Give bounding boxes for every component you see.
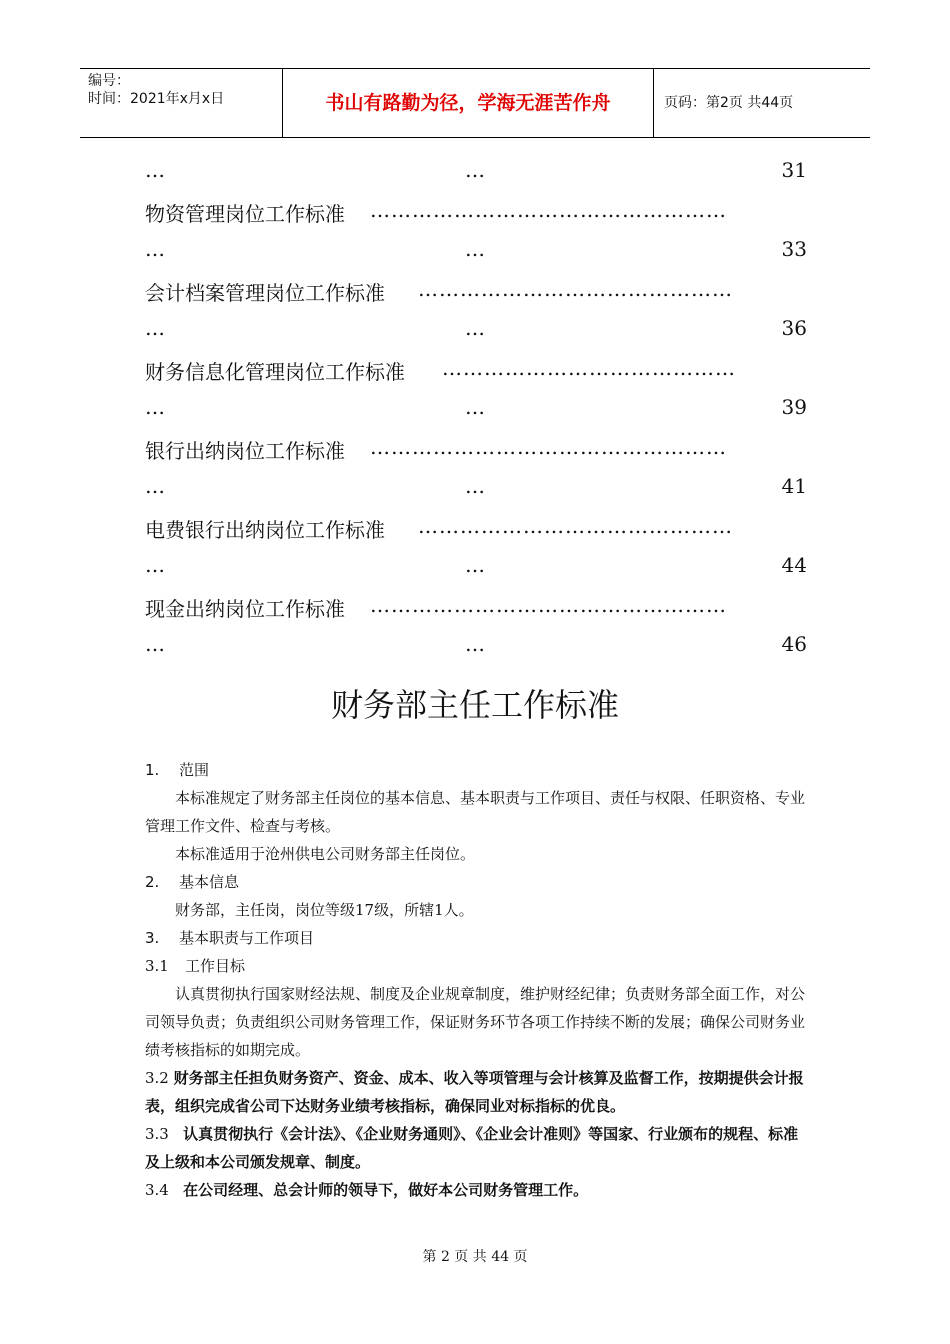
toc-dots: … <box>145 395 165 419</box>
toc-entry[interactable] <box>145 356 807 386</box>
toc-continuation-row <box>145 395 807 425</box>
section-number: 3. <box>145 929 160 947</box>
toc-dots: … <box>465 474 485 498</box>
paragraph: 认真贯彻执行国家财经法规、制度及企业规章制度，维护财经纪律；负责财务部全面工作，对公司领导负责；负责组织公司财务管理工作，保证财务环节各项工作持续不断的发展；确保公司财务业绩考核指标的如期完成。 <box>145 985 806 1059</box>
toc-continuation-row <box>145 237 807 267</box>
header-page-info: 页码：第2页 共44页 <box>664 95 794 111</box>
toc-entry[interactable] <box>145 198 807 228</box>
toc-dots: … <box>145 158 165 182</box>
header-meta <box>80 69 282 137</box>
toc-entry-title: 电费银行出纳岗位工作标准 <box>145 518 385 542</box>
section-number: 1. <box>145 761 160 779</box>
subsection-title: 工作目标 <box>185 957 246 975</box>
toc-continuation-row <box>145 632 807 662</box>
toc-continuation-row <box>145 316 807 346</box>
toc-leader: …………………………………… <box>442 356 736 380</box>
page-footer: 第 2 页 共 44 页 <box>422 1249 528 1265</box>
section-number: 2. <box>145 873 160 891</box>
document-body <box>145 756 807 1204</box>
subsection-text: 认真贯彻执行《会计法》、《企业财务通则》、《企业会计准则》等国家、行业颁布的规程、标准及上级和本公司颁发规章、制度。 <box>145 1125 799 1171</box>
toc-continuation-row <box>145 474 807 504</box>
section-heading <box>145 756 807 784</box>
subsection-number: 3.3 <box>145 1125 169 1143</box>
header-motto: 书山有路勤为径，学海无涯苦作舟 <box>282 69 654 137</box>
section-title: 基本信息 <box>179 873 240 891</box>
section-heading <box>145 924 807 952</box>
toc-dots: … <box>145 632 165 656</box>
toc-entry[interactable] <box>145 435 807 465</box>
subsection-text: 在公司经理、总会计师的领导下，做好本公司财务管理工作。 <box>183 1181 589 1199</box>
subsection-paragraph <box>145 1176 807 1204</box>
paragraph: 本标准规定了财务部主任岗位的基本信息、基本职责与工作项目、责任与权限、任职资格、专业管理工作文件、检查与考核。 <box>145 789 806 835</box>
toc-page-number: 46 <box>781 632 807 656</box>
toc-dots: … <box>145 474 165 498</box>
toc-entry[interactable] <box>145 277 807 307</box>
toc-entry[interactable] <box>145 593 807 623</box>
toc-dots: … <box>465 158 485 182</box>
toc-page-number: 44 <box>781 553 807 577</box>
subsection-number: 3.4 <box>145 1181 169 1199</box>
toc-continuation-row <box>145 158 807 188</box>
toc-page-number: 31 <box>781 158 807 182</box>
page-header <box>80 68 870 138</box>
toc-dots: … <box>465 395 485 419</box>
toc-leader: …………………………………………… <box>370 593 727 617</box>
toc-entry-title: 会计档案管理岗位工作标准 <box>145 281 385 305</box>
toc-page-number: 36 <box>781 316 807 340</box>
toc-page-number: 39 <box>781 395 807 419</box>
subsection-paragraph <box>145 1064 807 1120</box>
subsection-number: 3.1 <box>145 957 169 975</box>
toc-dots: … <box>465 632 485 656</box>
toc-dots: … <box>465 553 485 577</box>
toc-entry-title: 银行出纳岗位工作标准 <box>145 439 345 463</box>
toc-leader: ……………………………………… <box>418 514 733 538</box>
toc-dots: … <box>465 237 485 261</box>
toc-dots: … <box>145 316 165 340</box>
toc-entry[interactable] <box>145 514 807 544</box>
toc-entry-title: 财务信息化管理岗位工作标准 <box>145 360 405 384</box>
section-heading <box>145 868 807 896</box>
paragraph: 本标准适用于沧州供电公司财务部主任岗位。 <box>175 845 476 863</box>
toc-leader: ……………………………………… <box>418 277 733 301</box>
date-label: 时间：2021年x月x日 <box>88 91 225 107</box>
paragraph: 财务部，主任岗，岗位等级17级，所辖1人。 <box>175 901 474 919</box>
toc-page-number: 33 <box>781 237 807 261</box>
toc-leader: …………………………………………… <box>370 198 727 222</box>
subsection-text: 财务部主任担负财务资产、资金、成本、收入等项管理与会计核算及监督工作，按期提供会计报表，组织完成省公司下达财务业绩考核指标，确保同业对标指标的优良。 <box>145 1069 804 1115</box>
toc-dots: … <box>145 553 165 577</box>
toc-dots: … <box>145 237 165 261</box>
section-title: 基本职责与工作项目 <box>179 929 315 947</box>
subsection-paragraph <box>145 1120 807 1176</box>
subsection-heading <box>145 952 807 980</box>
toc-entry-title: 现金出纳岗位工作标准 <box>145 597 345 621</box>
toc-continuation-row <box>145 553 807 583</box>
subsection-number: 3.2 <box>145 1069 169 1087</box>
serial-label: 编号： <box>88 73 130 89</box>
document-title: 财务部主任工作标准 <box>330 686 619 724</box>
section-title: 范围 <box>179 761 210 779</box>
toc-dots: … <box>465 316 485 340</box>
toc-entry-title: 物资管理岗位工作标准 <box>145 202 345 226</box>
toc-leader: …………………………………………… <box>370 435 727 459</box>
toc-page-number: 41 <box>781 474 807 498</box>
